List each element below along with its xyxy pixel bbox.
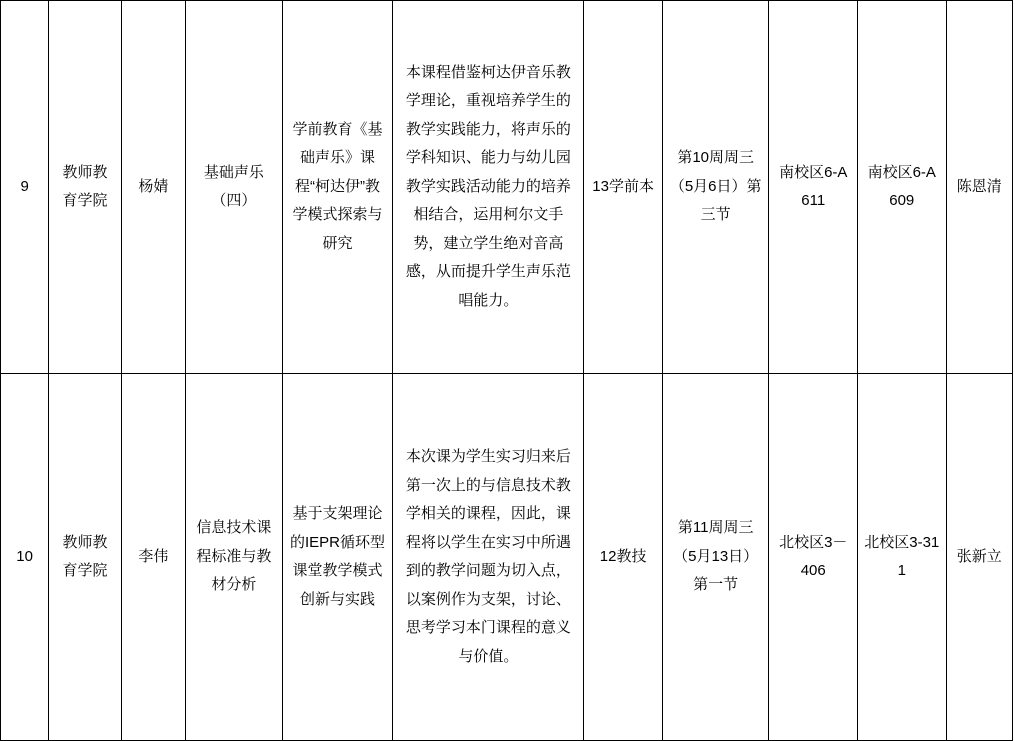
cell-course: 信息技术课程标准与教材分析 — [186, 374, 283, 741]
cell-topic: 基于支架理论的IEPR循环型课堂教学模式创新与实践 — [282, 374, 393, 741]
cell-place-primary: 北校区3－406 — [769, 374, 858, 741]
cell-class: 12教技 — [584, 374, 662, 741]
cell-teacher: 李伟 — [121, 374, 185, 741]
table-row — [1, 1, 1013, 374]
cell-college: 教师教育学院 — [49, 1, 121, 374]
cell-place-secondary: 南校区6-A609 — [858, 1, 947, 374]
cell-observer: 陈恩清 — [946, 1, 1012, 374]
cell-place-primary: 南校区6-A611 — [769, 1, 858, 374]
cell-college: 教师教育学院 — [49, 374, 121, 741]
cell-description: 本课程借鉴柯达伊音乐教学理论，重视培养学生的教学实践能力，将声乐的学科知识、能力与幼儿园教学实践活动能力的培养相结合，运用柯尔文手势，建立学生绝对音高感，从而提升学生声乐范唱能力。 — [393, 1, 584, 374]
cell-class: 13学前本 — [584, 1, 662, 374]
cell-index: 10 — [1, 374, 49, 741]
cell-time: 第11周周三（5月13日）第一节 — [662, 374, 769, 741]
cell-time: 第10周周三（5月6日）第三节 — [662, 1, 769, 374]
cell-index: 9 — [1, 1, 49, 374]
table-row — [1, 374, 1013, 741]
cell-description: 本次课为学生实习归来后第一次上的与信息技术教学相关的课程，因此，课程将以学生在实习中所遇到的教学问题为切入点，以案例作为支架，讨论、思考学习本门课程的意义与价值。 — [393, 374, 584, 741]
cell-place-secondary: 北校区3-311 — [858, 374, 947, 741]
cell-observer: 张新立 — [946, 374, 1012, 741]
cell-course: 基础声乐（四） — [186, 1, 283, 374]
cell-topic: 学前教育《基础声乐》课程“柯达伊”教学模式探索与研究 — [282, 1, 393, 374]
cell-teacher: 杨婧 — [121, 1, 185, 374]
